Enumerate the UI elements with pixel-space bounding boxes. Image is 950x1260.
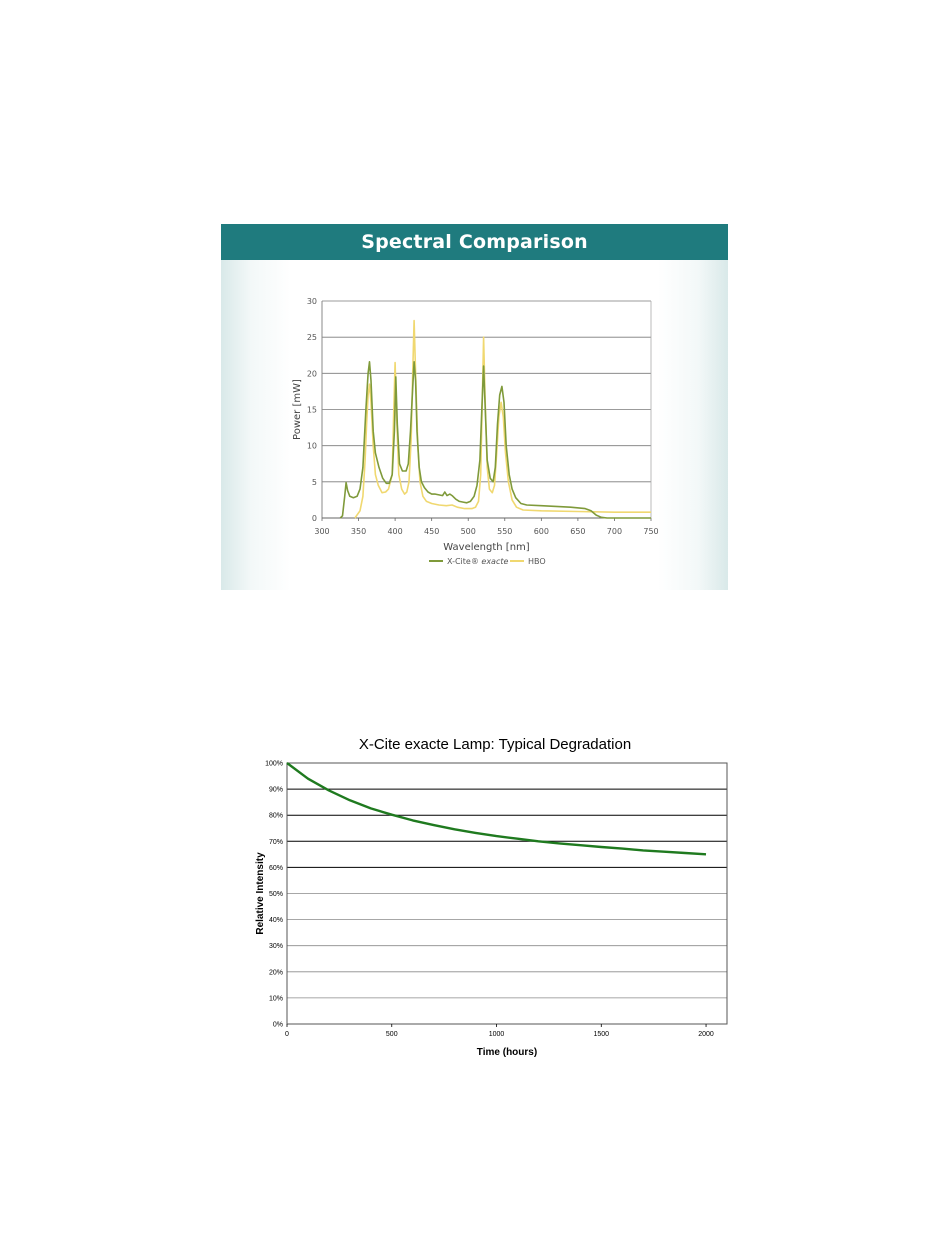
y-tick-label: 30% bbox=[268, 943, 283, 951]
spectral-comparison-title: Spectral Comparison bbox=[221, 224, 728, 260]
x-tick-label: 550 bbox=[497, 527, 513, 536]
x-tick-label: 0 bbox=[285, 1031, 289, 1038]
y-tick-label: 100% bbox=[265, 760, 283, 768]
x-tick-label: 500 bbox=[385, 1031, 398, 1038]
x-tick-label: 650 bbox=[570, 527, 586, 536]
legend-label-hbo: HBO bbox=[528, 557, 546, 566]
y-tick-label: 50% bbox=[268, 891, 283, 898]
x-tick-label: 500 bbox=[460, 527, 476, 536]
x-tick-label: 750 bbox=[643, 527, 659, 536]
x-tick-label: 1000 bbox=[488, 1031, 505, 1038]
y-tick-label: 30 bbox=[306, 297, 317, 306]
x-axis-title: Wavelength [nm] bbox=[443, 542, 530, 553]
spectral-comparison-chart bbox=[221, 260, 728, 590]
y-tick-label: 0% bbox=[272, 1021, 283, 1029]
degradation-chart bbox=[240, 725, 740, 1070]
x-tick-label: 300 bbox=[314, 527, 330, 536]
y-tick-label: 70% bbox=[268, 838, 283, 846]
y-tick-label: 60% bbox=[268, 864, 283, 872]
x-tick-label: 1500 bbox=[593, 1031, 610, 1038]
chart-title: X-Cite exacte Lamp: Typical Degradation bbox=[358, 736, 632, 753]
x-tick-label: 400 bbox=[387, 527, 403, 536]
y-axis-title: Power [mW] bbox=[292, 379, 303, 440]
y-tick-label: 20% bbox=[268, 969, 283, 977]
y-tick-label: 10 bbox=[306, 441, 317, 451]
y-tick-label: 10% bbox=[268, 995, 283, 1003]
legend-xcite-suffix: exacte bbox=[481, 557, 509, 566]
y-axis-title: Relative Intensity bbox=[255, 852, 266, 935]
y-tick-label: 15 bbox=[306, 405, 317, 415]
legend-xcite-name: X-Cite® bbox=[447, 557, 482, 566]
x-tick-label: 350 bbox=[350, 527, 367, 536]
series-line-intensity bbox=[287, 763, 706, 854]
y-tick-label: 20 bbox=[306, 369, 317, 379]
y-tick-label: 25 bbox=[306, 333, 317, 343]
x-axis-title: Time (hours) bbox=[476, 1047, 538, 1058]
y-tick-label: 80% bbox=[268, 812, 283, 820]
x-tick-label: 450 bbox=[424, 527, 440, 536]
x-tick-label: 2000 bbox=[698, 1031, 714, 1038]
x-tick-label: 600 bbox=[533, 527, 549, 536]
legend-label-xcite bbox=[447, 557, 508, 566]
y-tick-label: 0 bbox=[311, 514, 317, 523]
x-tick-label: 700 bbox=[606, 527, 623, 536]
y-tick-label: 90% bbox=[268, 786, 283, 794]
y-tick-label: 5 bbox=[311, 477, 317, 487]
y-tick-label: 40% bbox=[268, 917, 283, 925]
spectral-comparison-panel bbox=[221, 224, 728, 590]
